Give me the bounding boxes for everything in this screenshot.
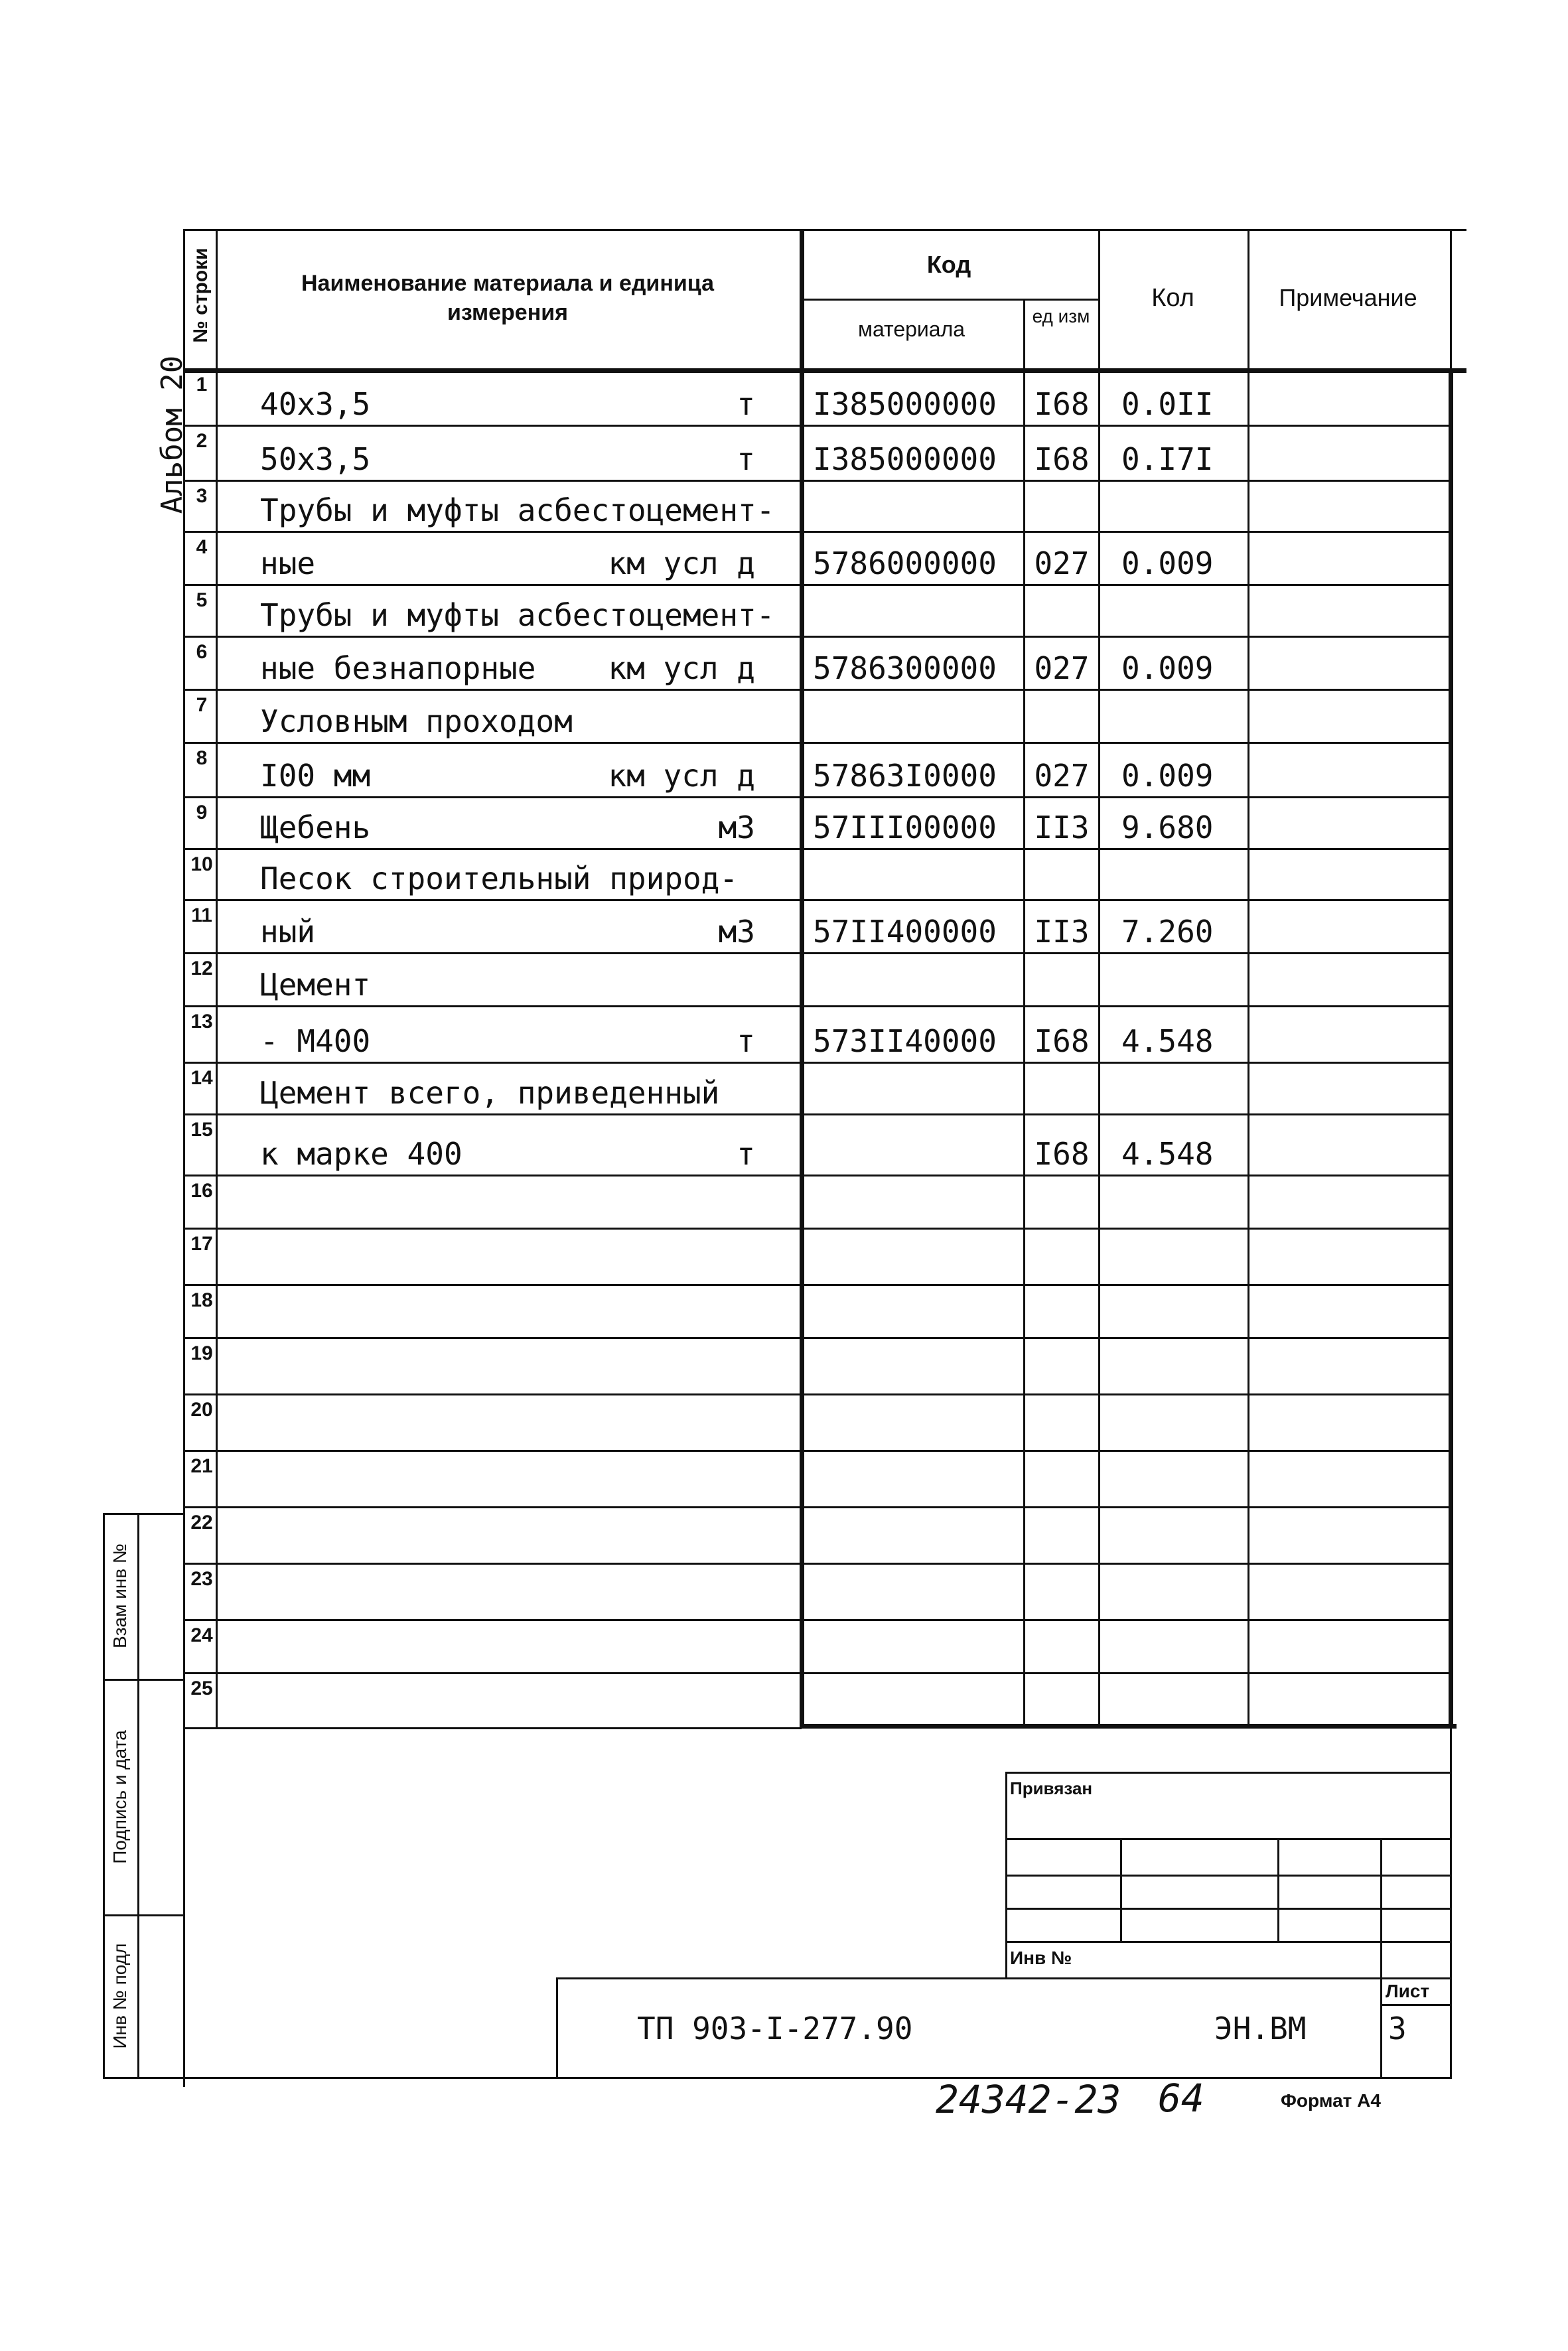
table-left-bottom-border <box>184 1727 802 1729</box>
row-number: 13 <box>190 1011 213 1033</box>
side-stamp-left <box>103 1513 105 2077</box>
row-name: I00 мм <box>260 758 371 794</box>
row-code: 5786300000 <box>813 650 997 686</box>
col-line-qty <box>1098 229 1100 1727</box>
row-divider <box>184 636 1450 638</box>
row-divider <box>184 425 1450 427</box>
side-stamp-top <box>103 1513 184 1515</box>
row-quantity: 4.548 <box>1121 1023 1214 1059</box>
row-unit-code: 027 <box>1034 650 1090 686</box>
row-unit: км усл д <box>608 545 755 581</box>
row-name: ный <box>260 914 316 950</box>
linked-sep-4 <box>1005 1941 1450 1943</box>
side-stamp-sep-1 <box>103 1679 184 1681</box>
row-number: 2 <box>196 430 208 452</box>
row-divider <box>184 899 1450 901</box>
row-unit: км усл д <box>608 650 755 686</box>
side-stamp-bottom <box>103 2077 1452 2079</box>
row-name: к марке 400 <box>260 1136 463 1172</box>
header-name: Наименование материала и единица измерения <box>301 271 714 325</box>
linked-col-1 <box>1120 1838 1122 1941</box>
row-name: ные безнапорные <box>260 650 536 686</box>
col-line-left <box>183 229 185 2087</box>
linked-sep-3 <box>1005 1908 1450 1910</box>
side-stamp-mid <box>137 1513 139 2077</box>
main-stamp-top <box>556 1977 1450 1979</box>
row-divider <box>184 1337 1450 1339</box>
row-unit: т <box>737 441 755 477</box>
row-divider <box>184 848 1450 850</box>
row-code: I385000000 <box>813 386 997 422</box>
row-name: Трубы и муфты асбестоцемент- <box>260 597 775 633</box>
col-line-unit <box>1023 299 1025 1727</box>
row-number: 21 <box>190 1455 213 1477</box>
row-divider <box>184 742 1450 744</box>
row-number: 15 <box>190 1119 213 1141</box>
row-number: 8 <box>196 747 208 769</box>
row-quantity: 0.I7I <box>1121 441 1214 477</box>
stamp-inv-replace: Взам инв № <box>109 1543 130 1648</box>
doc-code: ТП 903-I-277.90 <box>637 2011 913 2046</box>
row-number: 22 <box>190 1512 213 1533</box>
row-unit-code: I68 <box>1034 441 1090 477</box>
row-unit: м3 <box>718 810 755 845</box>
row-number: 11 <box>191 904 212 926</box>
row-number: 19 <box>190 1342 213 1364</box>
row-number: 17 <box>190 1233 213 1255</box>
table-top-border <box>183 229 1466 231</box>
row-number: 10 <box>190 853 213 875</box>
row-divider <box>184 689 1450 691</box>
header-code-unit: ед изм <box>1032 306 1090 326</box>
row-divider <box>184 1005 1450 1007</box>
row-number: 5 <box>196 589 208 611</box>
row-quantity: 9.680 <box>1121 810 1214 845</box>
col-line-note <box>1247 229 1249 1727</box>
row-code: I385000000 <box>813 441 997 477</box>
row-number: 6 <box>196 641 208 663</box>
row-number: 16 <box>190 1180 213 1202</box>
row-divider <box>184 584 1450 586</box>
page-reference: 64 <box>1158 2076 1204 2121</box>
handwritten-number: 24342-23 <box>936 2077 1121 2122</box>
frame-right <box>1450 229 1452 2077</box>
row-divider <box>184 1175 1450 1176</box>
table-bottom-border <box>800 1724 1457 1729</box>
row-unit-code: I68 <box>1034 1136 1090 1172</box>
row-quantity: 4.548 <box>1121 1136 1214 1172</box>
row-number: 23 <box>190 1568 213 1590</box>
row-number: 20 <box>190 1399 213 1421</box>
header-quantity: Кол <box>1151 284 1194 312</box>
linked-sep-1 <box>1005 1838 1450 1840</box>
row-divider <box>184 531 1450 533</box>
album-label: Альбом 20 <box>155 355 189 514</box>
row-name: Цемент всего, приведенный <box>260 1075 720 1111</box>
row-name: 40х3,5 <box>260 386 371 422</box>
row-divider <box>184 1619 1450 1621</box>
row-divider <box>184 1284 1450 1286</box>
stamp-sign-date: Подпись и дата <box>109 1730 130 1864</box>
header-code-material: материала <box>857 317 965 341</box>
code-subheader-line <box>800 299 1098 301</box>
row-divider <box>184 1113 1450 1115</box>
row-name: Цемент <box>260 967 371 1003</box>
doc-section: ЭН.ВМ <box>1214 2011 1307 2046</box>
main-stamp-left <box>556 1977 558 2077</box>
row-name: Трубы и муфты асбестоцемент- <box>260 492 775 528</box>
row-divider <box>184 796 1450 798</box>
row-number: 4 <box>196 536 208 558</box>
row-number: 25 <box>190 1677 213 1699</box>
row-unit-code: II3 <box>1034 810 1090 845</box>
row-name: 50х3,5 <box>260 441 371 477</box>
sheet-col-left <box>1380 1977 1382 2077</box>
col-line-code <box>800 229 804 1729</box>
row-divider <box>184 1563 1450 1565</box>
row-unit: т <box>737 1136 755 1172</box>
row-quantity: 0.009 <box>1121 758 1214 794</box>
row-divider <box>184 480 1450 482</box>
row-number: 18 <box>190 1289 213 1311</box>
row-name: Условным проходом <box>260 703 573 739</box>
row-number: 7 <box>196 694 208 716</box>
row-code: 5786000000 <box>813 545 997 581</box>
row-quantity: 0.009 <box>1121 545 1214 581</box>
row-unit: км усл д <box>608 758 755 794</box>
row-unit-code: II3 <box>1034 914 1090 950</box>
row-divider <box>184 952 1450 954</box>
row-unit-code: I68 <box>1034 386 1090 422</box>
sheet-sep <box>1380 2004 1450 2006</box>
linked-col-3 <box>1380 1838 1382 1977</box>
row-code: 573II40000 <box>813 1023 997 1059</box>
header-row-number: № строки <box>190 248 212 343</box>
stamp-inv-orig: Инв № подл <box>109 1943 130 2049</box>
row-divider <box>184 1393 1450 1395</box>
row-code: 57II400000 <box>813 914 997 950</box>
row-number: 9 <box>196 802 208 823</box>
row-unit-code: 027 <box>1034 758 1090 794</box>
row-quantity: 0.009 <box>1121 650 1214 686</box>
row-number: 24 <box>190 1624 213 1646</box>
row-name: Песок строительный природ- <box>260 861 739 896</box>
row-divider <box>184 1672 1450 1674</box>
sheet-number: 3 <box>1388 2011 1407 2046</box>
format-label: Формат А4 <box>1281 2090 1381 2111</box>
header-bottom-border <box>183 368 1466 373</box>
header-note: Примечание <box>1279 284 1417 311</box>
linked-sep-2 <box>1005 1875 1450 1877</box>
row-number: 1 <box>196 374 208 395</box>
row-quantity: 0.0II <box>1121 386 1214 422</box>
row-quantity: 7.260 <box>1121 914 1214 950</box>
row-code: 57863I0000 <box>813 758 997 794</box>
row-unit-code: I68 <box>1034 1023 1090 1059</box>
row-unit: т <box>737 1023 755 1059</box>
row-number: 12 <box>190 958 213 979</box>
linked-col-2 <box>1277 1838 1279 1941</box>
row-divider <box>184 1228 1450 1230</box>
header-code: Код <box>926 251 971 278</box>
inv-no-label: Инв № <box>1010 1948 1072 1968</box>
row-divider <box>184 1450 1450 1452</box>
row-name: Щебень <box>260 810 371 845</box>
row-name: - М400 <box>260 1023 371 1059</box>
row-unit-code: 027 <box>1034 545 1090 581</box>
row-divider <box>184 1506 1450 1508</box>
row-name: ные <box>260 545 316 581</box>
row-number: 3 <box>196 485 208 507</box>
row-code: 57III00000 <box>813 810 997 845</box>
row-number: 14 <box>190 1067 213 1089</box>
linked-label: Привязан <box>1010 1778 1093 1798</box>
sheet-label: Лист <box>1386 1981 1430 2001</box>
row-unit: т <box>737 386 755 422</box>
row-unit: м3 <box>718 914 755 950</box>
row-divider <box>184 1062 1450 1064</box>
linked-top <box>1005 1772 1450 1774</box>
